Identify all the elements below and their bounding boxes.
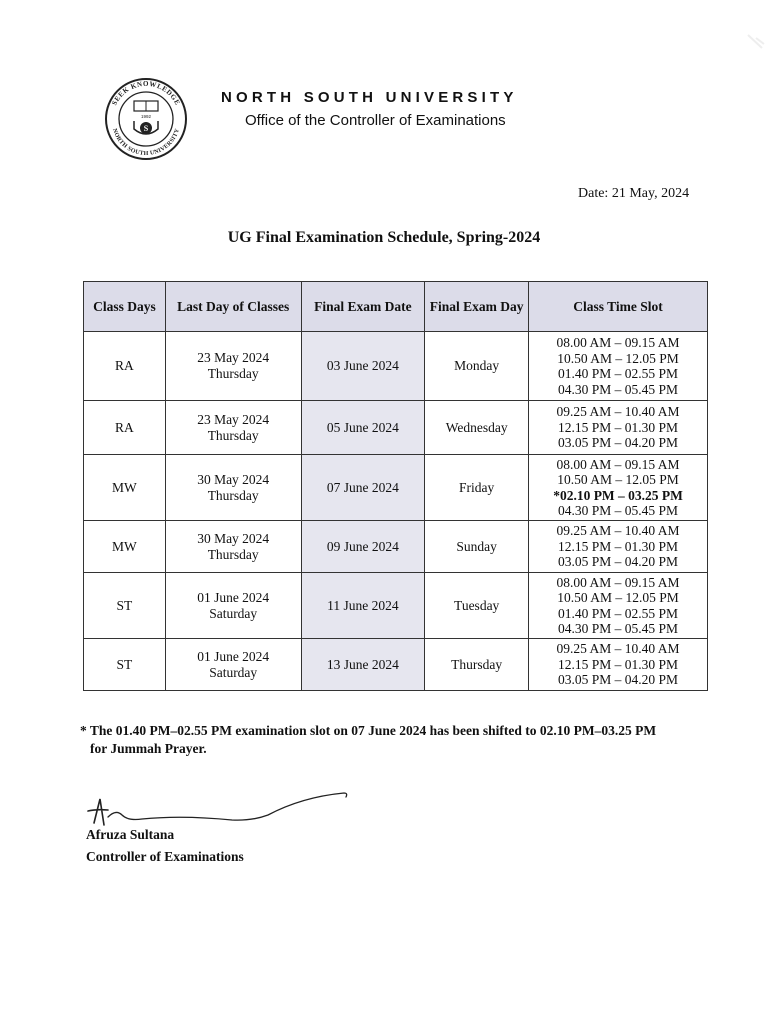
table-row bbox=[84, 401, 708, 455]
time-slot: 01.40 PM – 02.55 PM bbox=[558, 605, 679, 621]
exam-day-cell bbox=[425, 573, 529, 639]
time-slot: 10.50 AM – 12.05 PM bbox=[557, 472, 679, 487]
class-days: MW bbox=[112, 538, 137, 554]
university-seal-logo bbox=[104, 77, 188, 161]
exam-date-cell bbox=[301, 401, 425, 455]
last-day-cell bbox=[165, 401, 301, 455]
footnote bbox=[80, 722, 720, 758]
exam-day: Tuesday bbox=[454, 597, 500, 613]
exam-date: 11 June 2024 bbox=[327, 597, 399, 613]
last-day-cell bbox=[165, 521, 301, 573]
column-header: Last Day of Classes bbox=[165, 282, 301, 332]
last-day-cell bbox=[165, 332, 301, 401]
last-day-cell bbox=[165, 573, 301, 639]
column-header: Class Time Slot bbox=[529, 282, 708, 332]
last-day-date: 01 June 2024 bbox=[197, 589, 270, 605]
exam-schedule-table bbox=[83, 281, 708, 691]
exam-date: 07 June 2024 bbox=[326, 479, 399, 495]
column-header: Final Exam Date bbox=[301, 282, 425, 332]
exam-day-cell bbox=[425, 521, 529, 573]
time-slot: 09.25 AM – 10.40 AM bbox=[556, 523, 680, 539]
exam-date-cell bbox=[301, 332, 425, 401]
time-slot: 12.15 PM – 01.30 PM bbox=[558, 419, 679, 435]
time-slot-cell bbox=[529, 573, 708, 639]
time-slot-cell bbox=[529, 401, 708, 455]
time-slot: 04.30 PM – 05.45 PM bbox=[558, 503, 679, 518]
class-days-cell bbox=[84, 401, 166, 455]
signatory-title: Controller of Examinations bbox=[86, 849, 244, 864]
last-day-weekday: Thursday bbox=[207, 546, 259, 562]
exam-day: Sunday bbox=[456, 538, 497, 554]
last-day-date: 30 May 2024 bbox=[197, 530, 270, 546]
class-days-cell bbox=[84, 639, 166, 691]
time-slot: 10.50 AM – 12.05 PM bbox=[557, 350, 679, 366]
time-slot: 12.15 PM – 01.30 PM bbox=[558, 656, 679, 672]
time-slot-cell bbox=[529, 639, 708, 691]
class-days: ST bbox=[116, 656, 133, 672]
document-date: Date: 21 May, 2024 bbox=[578, 186, 690, 201]
seal-top-text: SEEK KNOWLEDGE bbox=[110, 79, 182, 107]
time-slot: 12.15 PM – 01.30 PM bbox=[558, 538, 679, 554]
table-row bbox=[84, 521, 708, 573]
column-header: Class Days bbox=[84, 282, 166, 332]
exam-date: 09 June 2024 bbox=[326, 538, 399, 554]
time-slot: 08.00 AM – 09.15 AM bbox=[556, 335, 680, 350]
class-days: MW bbox=[112, 479, 137, 495]
exam-date-cell bbox=[301, 573, 425, 639]
exam-day-cell bbox=[425, 455, 529, 521]
university-name: NORTH SOUTH UNIVERSITY bbox=[221, 89, 518, 106]
class-days: ST bbox=[116, 597, 133, 613]
last-day-weekday: Thursday bbox=[207, 487, 259, 503]
time-slot: 09.25 AM – 10.40 AM bbox=[556, 641, 680, 657]
last-day-weekday: Thursday bbox=[207, 366, 259, 381]
last-day-cell bbox=[165, 639, 301, 691]
exam-date: 13 June 2024 bbox=[326, 656, 399, 672]
document-title: UG Final Examination Schedule, Spring-2024 bbox=[227, 229, 541, 246]
exam-date: 03 June 2024 bbox=[326, 358, 399, 373]
time-slot: 03.05 PM – 04.20 PM bbox=[558, 554, 679, 570]
class-days: RA bbox=[115, 358, 134, 373]
exam-date-cell bbox=[301, 639, 425, 691]
exam-day-cell bbox=[425, 332, 529, 401]
time-slot: 08.00 AM – 09.15 AM bbox=[556, 456, 680, 472]
last-day-weekday: Saturday bbox=[209, 664, 258, 680]
exam-date: 05 June 2024 bbox=[326, 419, 399, 435]
table-row bbox=[84, 455, 708, 521]
time-slot: *02.10 PM – 03.25 PM bbox=[553, 487, 683, 503]
last-day-weekday: Saturday bbox=[209, 605, 258, 621]
table-body bbox=[84, 332, 708, 691]
exam-day-cell bbox=[425, 639, 529, 691]
last-day-date: 23 May 2024 bbox=[197, 411, 270, 427]
last-day-date: 01 June 2024 bbox=[197, 648, 270, 664]
time-slot: 10.50 AM – 12.05 PM bbox=[557, 590, 679, 605]
time-slot: 03.05 PM – 04.20 PM bbox=[558, 435, 679, 451]
class-days-cell bbox=[84, 573, 166, 639]
footnote-line-2: for Jummah Prayer. bbox=[90, 741, 207, 756]
exam-date-cell bbox=[301, 521, 425, 573]
last-day-date: 23 May 2024 bbox=[197, 350, 270, 365]
office-name: Office of the Controller of Examinations bbox=[245, 112, 506, 129]
time-slot: 01.40 PM – 02.55 PM bbox=[558, 366, 679, 381]
signatory-name: Afruza Sultana bbox=[86, 827, 175, 842]
exam-day: Thursday bbox=[451, 656, 503, 672]
exam-day: Wednesday bbox=[445, 419, 508, 435]
seal-letter: S bbox=[143, 124, 149, 133]
corner-smudge-mark bbox=[728, 30, 768, 70]
footnote-line-1: * The 01.40 PM–02.55 PM examination slot on 07 June 2024 has been shifted to 02.10 PM–03.25 PM bbox=[80, 723, 657, 738]
exam-date-cell bbox=[301, 455, 425, 521]
time-slot: 04.30 PM – 05.45 PM bbox=[558, 381, 679, 397]
last-day-date: 30 May 2024 bbox=[197, 471, 270, 487]
time-slot-cell bbox=[529, 521, 708, 573]
exam-day-cell bbox=[425, 401, 529, 455]
table-row bbox=[84, 639, 708, 691]
time-slot: 04.30 PM – 05.45 PM bbox=[558, 621, 679, 636]
last-day-cell bbox=[165, 455, 301, 521]
seal-year: 1992 bbox=[140, 114, 152, 119]
time-slot-cell bbox=[529, 332, 708, 401]
time-slot-cell bbox=[529, 455, 708, 521]
last-day-weekday: Thursday bbox=[207, 427, 259, 443]
time-slot: 09.25 AM – 10.40 AM bbox=[556, 404, 680, 420]
table-row bbox=[84, 573, 708, 639]
column-header: Final Exam Day bbox=[425, 282, 529, 332]
class-days: RA bbox=[115, 419, 134, 435]
exam-day: Monday bbox=[454, 358, 500, 373]
time-slot: 03.05 PM – 04.20 PM bbox=[558, 672, 679, 688]
exam-day: Friday bbox=[459, 479, 495, 495]
table-header-row bbox=[84, 282, 708, 332]
class-days-cell bbox=[84, 455, 166, 521]
class-days-cell bbox=[84, 521, 166, 573]
time-slot: 08.00 AM – 09.15 AM bbox=[556, 574, 680, 590]
table-row bbox=[84, 332, 708, 401]
seal-bottom-text: NORTH SOUTH UNIVERSITY bbox=[110, 127, 182, 158]
class-days-cell bbox=[84, 332, 166, 401]
